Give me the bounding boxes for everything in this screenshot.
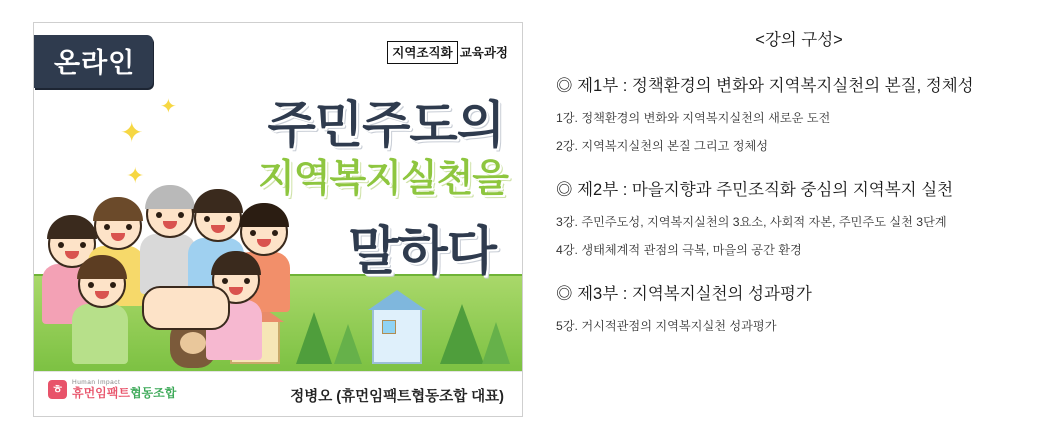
curriculum-part (556, 72, 1042, 154)
person-head (78, 260, 126, 308)
logo-subtitle: Human Impact (72, 379, 121, 386)
house-icon (372, 308, 422, 364)
part-heading: ◎ 제2부 : 마을지향과 주민조직화 중심의 지역복지 실천 (556, 181, 954, 199)
poster-canvas (33, 22, 523, 417)
tree-icon (296, 312, 332, 364)
sparkle-icon: ✦ (160, 96, 177, 118)
person-head (94, 202, 142, 250)
person-mouth (95, 291, 109, 299)
curriculum-panel (556, 26, 1042, 345)
course-tag (387, 41, 508, 64)
person-eyes (222, 278, 250, 284)
poster-footer (34, 371, 522, 416)
lecture-item: 1강. 정책환경의 변화와 지역복지실천의 새로운 도전 (556, 111, 831, 125)
person-mouth (65, 251, 79, 259)
person-eyes (88, 282, 116, 288)
person-eyes (250, 230, 278, 236)
lecture-item: 2강. 지역복지실천의 본질 그리고 정체성 (556, 139, 769, 153)
curriculum-part (556, 176, 1042, 258)
person-illustration (78, 260, 128, 364)
tree-icon (440, 304, 484, 364)
bear-face-shape (180, 332, 206, 354)
tree-icon (334, 324, 362, 364)
person-mouth (163, 221, 177, 229)
curriculum-part (556, 280, 1042, 334)
lecture-item: 4강. 생태체계적 관점의 극복, 마을의 공간 환경 (556, 243, 802, 257)
lecture-item: 5강. 거시적관점의 지역복지실천 성과평가 (556, 319, 777, 333)
person-eyes (156, 212, 184, 218)
part-heading: ◎ 제1부 : 정책환경의 변화와 지역복지실천의 본질, 정체성 (556, 77, 974, 95)
logo-title-co: 협동조합 (129, 385, 177, 400)
person-eyes (204, 216, 232, 222)
person-mouth (257, 239, 271, 247)
logo-title (72, 387, 176, 400)
person-mouth (211, 225, 225, 233)
curriculum-title: <강의 구성> (755, 31, 843, 49)
person-mouth (111, 233, 125, 241)
logo-title-main: 휴먼임팩트 (72, 385, 130, 400)
presenter-name: 정병오 (휴먼임팩트협동조합 대표) (290, 389, 504, 405)
organization-logo (48, 380, 176, 399)
poster-title-line3: 말하다 (348, 223, 496, 281)
sparkle-icon: ✦ (126, 163, 145, 188)
joined-hands-illustration (142, 286, 230, 330)
person-head (240, 208, 288, 256)
logo-mark-icon: ㅎ (48, 380, 67, 399)
person-eyes (104, 224, 132, 230)
part-heading: ◎ 제3부 : 지역복지실천의 성과평가 (556, 285, 812, 303)
poster-title-line2: 지역복지실천을 (258, 158, 508, 200)
course-poster (33, 22, 523, 417)
online-badge: 온라인 (34, 35, 153, 88)
tree-icon (482, 322, 510, 364)
logo-text (72, 380, 176, 399)
person-head (146, 190, 194, 238)
person-eyes (58, 242, 86, 248)
course-tag-rest-label: 교육과정 (459, 46, 508, 60)
person-body (72, 304, 128, 364)
sparkle-icon: ✦ (120, 117, 144, 148)
lecture-item: 3강. 주민주도성, 지역복지실천의 3요소, 사회적 자본, 주민주도 실천 3단계 (556, 215, 947, 229)
person-mouth (229, 287, 243, 295)
person-head (194, 194, 242, 242)
course-tag-boxed-label: 지역조직화 (387, 41, 457, 64)
window-shape (382, 320, 396, 334)
poster-title-line1: 주민주도의 (267, 97, 504, 153)
